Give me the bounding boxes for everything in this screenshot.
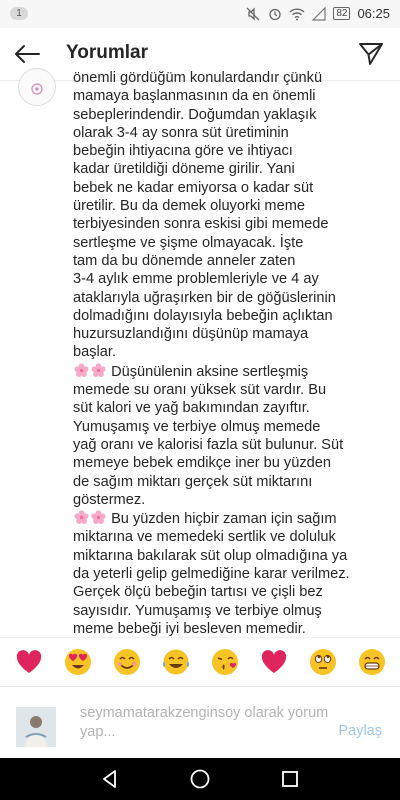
status-bar: [0, 0, 400, 28]
comment-line: terbiyesinden sonra eskisi gibi memede: [73, 216, 329, 233]
comment-compose-bar: [0, 686, 400, 759]
cherry-blossom-icon: [90, 362, 107, 379]
comment-line: dolmadığını dolayısıyla bebeğin açlıktan: [73, 307, 333, 324]
comment-line: miktarına bakılarak süt olup olmadığına ya: [73, 547, 348, 564]
comment-line: süt kalori ve yağ bakımından zayıftır.: [73, 400, 310, 417]
notification-count-badge: 1: [10, 7, 28, 20]
nav-home-button[interactable]: [188, 767, 212, 791]
comment-line: meme bebeği iyi besleven memedir.: [73, 620, 306, 637]
status-icons: [245, 6, 390, 21]
page-title: Yorumlar: [66, 42, 149, 63]
heart-eyes-emoji[interactable]: [63, 647, 93, 677]
kissing-heart-emoji[interactable]: [210, 647, 240, 677]
current-user-avatar[interactable]: [16, 707, 56, 747]
comment-line: göstermez.: [73, 491, 146, 508]
comment-text: [73, 69, 395, 638]
comment-line: [73, 509, 395, 528]
comment-line: mamaya başlanmasının da en önemli: [73, 88, 316, 105]
comment-line: önemli gördüğüm konulardandır çünkü: [73, 70, 323, 86]
eye-roll-emoji[interactable]: [308, 647, 338, 677]
comment-line: üretilir. Bu da demek oluyorki meme: [73, 198, 305, 215]
comment-line: bebeğin ihtiyacına göre ve ihtiyacı: [73, 143, 293, 160]
comment-line: Gerçek ölçü bebeğin tartısı ve çişli bez: [73, 584, 323, 601]
grinning-face-emoji[interactable]: [357, 647, 387, 677]
emoji-quick-bar: [0, 637, 400, 685]
commenter-avatar[interactable]: [18, 68, 56, 106]
battery-icon: 82: [333, 7, 350, 20]
back-triangle-icon: [100, 769, 120, 789]
comment-line: huzursuzlandığını düşünüp mamaya: [73, 326, 309, 343]
comment-input-field[interactable]: seymamatarakzenginsoy olarak yorum yap...: [80, 705, 329, 740]
signal-icon: [311, 6, 326, 21]
alarm-icon: [267, 6, 282, 21]
send-icon: [358, 42, 384, 66]
comment-line-text: Düşünülenin aksine sertleşmiş: [111, 363, 309, 380]
comment-line: bebek ne kadar emiyorsa o kadar süt: [73, 179, 314, 196]
mute-icon: [245, 6, 260, 21]
comment-line: sertleşme ve şişme olmayacak. İşte: [73, 234, 304, 251]
comment-line: başlar.: [73, 344, 116, 361]
comment-scroll-area[interactable]: [0, 70, 400, 637]
red-heart-emoji[interactable]: [259, 647, 289, 677]
share-button[interactable]: [354, 38, 388, 70]
comment-line: [73, 362, 395, 381]
comment-line: memede su oranı yüksek süt vardır. Bu: [73, 382, 327, 399]
status-time: 06:25: [357, 6, 390, 21]
recents-square-icon: [280, 769, 300, 789]
tears-of-joy-emoji[interactable]: [161, 647, 191, 677]
comment-line: tam da bu dönemde anneler zaten: [73, 252, 296, 269]
nav-back-button[interactable]: [98, 767, 122, 791]
home-circle-icon: [189, 768, 211, 790]
wifi-icon: [289, 6, 304, 21]
comment-line-text: Bu yüzden hiçbir zaman için sağım: [111, 511, 337, 528]
nav-recents-button[interactable]: [278, 767, 302, 791]
comment-line: miktarına ve memedeki sertlik ve doluluk: [73, 529, 336, 546]
back-button[interactable]: [10, 38, 44, 70]
comment-line: 3-4 aylık emme problemleriyle ve 4 ay: [73, 271, 319, 288]
comment-line: olarak 3-4 ay sonra süt üretiminin: [73, 124, 289, 141]
arrow-left-icon: [13, 44, 41, 64]
cherry-blossom-icon: [73, 362, 90, 379]
system-navigation-bar: [0, 758, 400, 800]
smiling-face-emoji[interactable]: [112, 647, 142, 677]
comment-line: sebeplerindendir. Doğumdan yaklaşık: [73, 106, 317, 123]
comment-line: ataklarıyla uğraşırken bir de göğüslerinin: [73, 289, 336, 306]
comment-line: yağ oranı ve kalorisi fazla süt bulunur. Süt: [73, 436, 344, 453]
cherry-blossom-icon: [90, 509, 107, 526]
post-comment-button[interactable]: Paylaş: [338, 723, 382, 739]
red-heart-emoji[interactable]: [14, 647, 44, 677]
comment-line: da yeterli gelip gelmediğine karar verilmez.: [73, 566, 350, 583]
comment-line: kadar üretildiği döneme girilir. Yani: [73, 161, 295, 178]
comment-line: Yumuşamış ve terbiye olmuş memede: [73, 418, 321, 435]
cherry-blossom-icon: [73, 509, 90, 526]
comment-line: de sağım miktarı gerçek süt miktarını: [73, 473, 313, 490]
comment-line: memeye bebek emdikçe iner bu yüzden: [73, 455, 331, 472]
comment-line: sayısıdır. Yumuşamış ve terbiye olmuş: [73, 602, 322, 619]
